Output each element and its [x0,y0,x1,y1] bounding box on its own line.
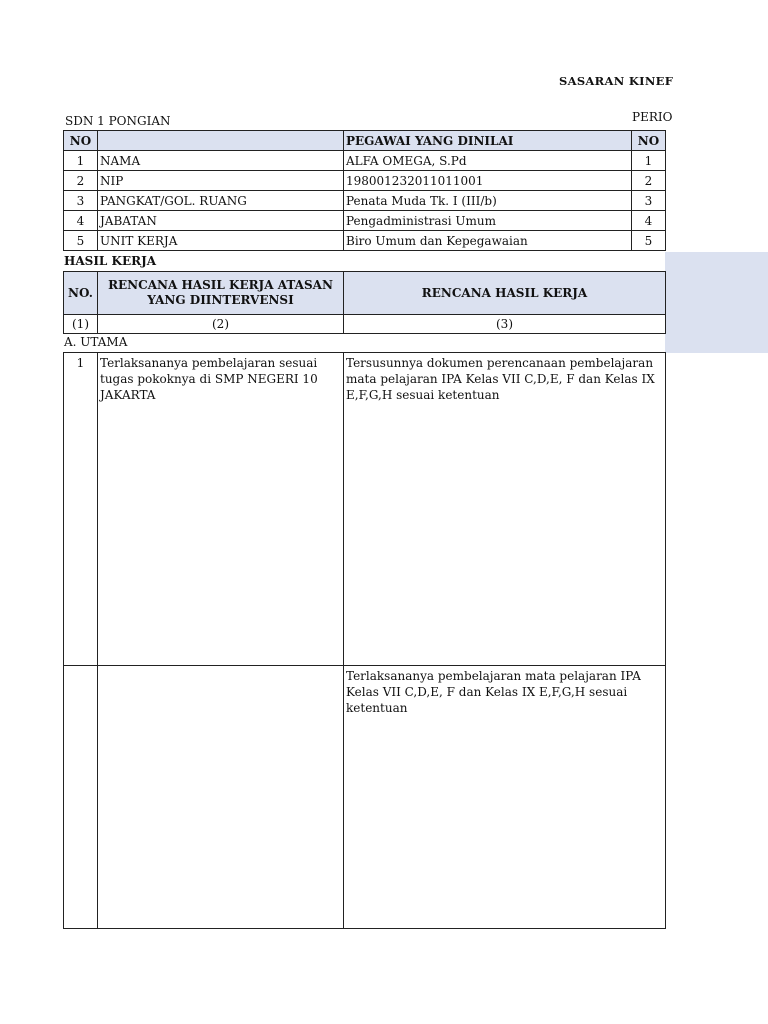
row-rencana: Terlaksananya pembelajaran mata pelajaran IPA Kelas VII C,D,E, F dan Kelas IX E,F,G,H sesuai ketentuan [344,666,666,929]
row-no: 3 [64,191,98,211]
row-rencana: Tersusunnya dokumen perencanaan pembelajaran mata pelajaran IPA Kelas VII C,D,E, F dan Kelas IX E,F,G,H sesuai ketentuan [344,353,666,666]
column-number-row [64,315,666,334]
row-no: 2 [64,171,98,191]
row-label: JABATAN [98,211,344,231]
table-row [64,191,666,211]
hasil-kerja-table [63,352,666,929]
row-value: Biro Umum dan Kepegawaian [344,231,632,251]
table-row [64,211,666,231]
info-header-blank [98,131,344,151]
row-no: 4 [64,211,98,231]
row-no-right: 3 [632,191,666,211]
col-number-1: (1) [64,315,98,334]
school-name: SDN 1 PONGIAN [65,114,171,128]
table-row [64,171,666,191]
header-atasan [98,272,344,315]
row-no: 1 [64,353,98,666]
row-label: UNIT KERJA [98,231,344,251]
row-no-right: 1 [632,151,666,171]
rencana-header-table [63,271,666,334]
row-atasan: Terlaksananya pembelajaran sesuai tugas pokoknya di SMP NEGERI 10 JAKARTA [98,353,344,666]
col-number-2: (2) [98,315,344,334]
header-rencana: RENCANA HASIL KERJA [344,272,666,315]
row-no-right: 5 [632,231,666,251]
row-value: Penata Muda Tk. I (III/b) [344,191,632,211]
table-row [64,151,666,171]
row-value: 198001232011011001 [344,171,632,191]
header-atasan-line2: YANG DIINTERVENSI [147,293,294,307]
info-header-row [64,131,666,151]
document-title: SASARAN KINEF [559,74,674,88]
row-no [64,666,98,929]
row-label: NAMA [98,151,344,171]
info-header-pegawai: PEGAWAI YANG DINILAI [344,131,632,151]
employee-info-table [63,130,666,251]
info-header-no-right: NO [632,131,666,151]
row-value: Pengadministrasi Umum [344,211,632,231]
info-header-no: NO [64,131,98,151]
row-label: NIP [98,171,344,191]
table-row [64,666,666,929]
table-row [64,353,666,666]
header-atasan-line1: RENCANA HASIL KERJA ATASAN [108,278,333,292]
row-label: PANGKAT/GOL. RUANG [98,191,344,211]
header-fill-band [665,252,768,353]
period-label: PERIO [632,110,673,124]
row-no: 5 [64,231,98,251]
utama-subsection: A. UTAMA [64,335,128,349]
row-no: 1 [64,151,98,171]
rencana-header-row [64,272,666,315]
row-atasan [98,666,344,929]
row-no-right: 4 [632,211,666,231]
hasil-kerja-heading: HASIL KERJA [64,254,157,268]
col-number-3: (3) [344,315,666,334]
row-no-right: 2 [632,171,666,191]
table-row [64,231,666,251]
header-no: NO. [64,272,98,315]
row-value: ALFA OMEGA, S.Pd [344,151,632,171]
